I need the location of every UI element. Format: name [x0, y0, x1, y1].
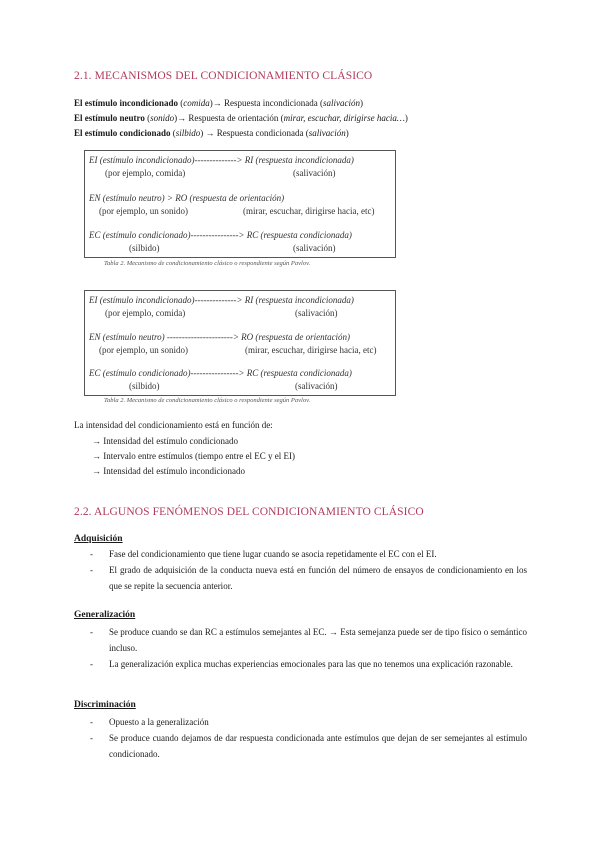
table-cell: (por ejemplo, un sonido) [99, 206, 188, 216]
list-item: La generalización explica muchas experiencias emocionales para las que no tenemos una explicación razonable. [109, 659, 513, 669]
intensity-intro: La intensidad del condicionamiento está en función de: [74, 420, 273, 430]
bullet-dash: - [90, 717, 93, 727]
list-item: Fase del condicionamiento que tiene lugar cuando se asocia repetidamente el EC con el EI. [109, 549, 437, 559]
table-cell: (mirar, escuchar, dirigirse hacia, etc) [243, 206, 375, 216]
list-item: → Intensidad del estímulo incondicionado [92, 466, 245, 476]
table-caption-2: Tabla 2. Mecanismo de condicionamiento clásico o respondiente según Pavlov. [104, 397, 311, 404]
table-row: EC (estímulo condicionado)----------------> RC (respuesta condicionada) [89, 368, 352, 378]
section-title-2-2: 2.2. ALGUNOS FENÓMENOS DEL CONDICIONAMIENTO CLÁSICO [74, 506, 424, 518]
table-cell: (salivación) [295, 381, 338, 391]
section-title-2-1: 2.1. MECANISMOS DEL CONDICIONAMIENTO CLÁSICO [74, 70, 373, 82]
bullet-dash: - [90, 549, 93, 559]
table-cell: (por ejemplo, comida) [105, 168, 186, 178]
line-ec: El estímulo condicionado (silbido) → Respuesta condicionada (salivación) [74, 128, 349, 138]
mechanism-table-2 [84, 290, 396, 396]
list-item: Se produce cuando dejamos de dar respuesta condicionada ante estímulos que dejan de ser semejantes al estímulo condicionado. [109, 733, 527, 759]
list-item: Opuesto a la generalización [109, 717, 209, 727]
bullet-dash: - [90, 627, 93, 637]
table-cell: (silbido) [129, 381, 160, 391]
list-item: Se produce cuando se dan RC a estímulos semejantes al EC. → Esta semejanza puede ser de tipo físico o semántico incluso. [109, 627, 527, 653]
list-item: El grado de adquisición de la conducta nueva está en función del número de ensayos de condicionamiento en los que se repite la secuencia anterior. [109, 565, 527, 591]
table-cell: (mirar, escuchar, dirigirse hacia, etc) [245, 345, 377, 355]
table-row: EI (estímulo incondicionado)--------------> RI (respuesta incondicionada) [89, 295, 354, 305]
table-row: EC (estímulo condicionado)----------------> RC (respuesta condicionada) [89, 230, 352, 240]
line-ei: El estímulo incondicionado (comida)→ Respuesta incondicionada (salivación) [74, 98, 363, 108]
mechanism-table-1 [84, 150, 396, 258]
subheading-generalizacion: Generalización [74, 610, 136, 620]
table-row: EN (estímulo neutro) > RO (respuesta de orientación) [89, 193, 285, 203]
table-cell: (silbido) [129, 243, 160, 253]
list-item: → Intervalo entre estímulos (tiempo entre el EC y el EI) [92, 451, 295, 461]
table-caption-1: Tabla 2. Mecanismo de condicionamiento clásico o respondiente según Pavlov. [104, 260, 311, 267]
bullet-dash: - [90, 659, 93, 669]
bullet-dash: - [90, 733, 93, 743]
table-cell: (salivación) [293, 168, 336, 178]
table-cell: (por ejemplo, comida) [105, 308, 186, 318]
list-item: → Intensidad del estímulo condicionado [92, 436, 238, 446]
subheading-adquisicion: Adquisición [74, 534, 123, 544]
table-row: EI (estímulo incondicionado)--------------> RI (respuesta incondicionada) [89, 155, 354, 165]
table-cell: (por ejemplo, un sonido) [99, 345, 188, 355]
table-row: EN (estímulo neutro) ----------------------> RO (respuesta de orientación) [89, 332, 351, 342]
subheading-discriminacion: Discriminación [74, 700, 136, 710]
line-en: El estímulo neutro (sonido)→ Respuesta de orientación (mirar, escuchar, dirigirse hacia…) [74, 113, 408, 123]
bullet-dash: - [90, 565, 93, 575]
table-cell: (salivación) [293, 243, 336, 253]
table-cell: (salivación) [295, 308, 338, 318]
